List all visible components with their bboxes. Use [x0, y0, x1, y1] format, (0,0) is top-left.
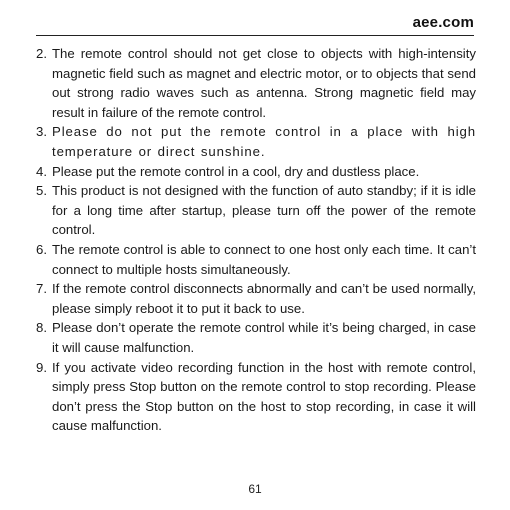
list-item [36, 122, 476, 161]
item-number: 9. [36, 359, 47, 375]
list-item [36, 181, 476, 240]
item-text: Please do not put the remote control in a place with high temperature or direct sunshine. [52, 124, 476, 159]
list-item [36, 279, 476, 318]
item-number: 3. [36, 124, 47, 140]
page-header [36, 14, 474, 38]
item-text: This product is not designed with the function of auto standby; if it is idle for a long time after startup, please turn off the power of the remote control. [52, 183, 476, 238]
item-number: 4. [36, 163, 47, 179]
item-text: Please don’t operate the remote control while it’s being charged, in case it will cause malfunction. [52, 320, 476, 355]
instruction-list [36, 44, 476, 436]
brand-logo-text: aee.com [412, 14, 474, 31]
list-item [36, 44, 476, 122]
item-number: 6. [36, 241, 47, 257]
list-item [36, 240, 476, 279]
item-number: 7. [36, 281, 47, 297]
list-item [36, 162, 476, 182]
item-text: The remote control should not get close to objects with high-intensity magnetic field such as magnet and electric motor, or to objects that send out strong radio waves such as antenna. Strong magnetic field may result in failure of the remote control. [52, 46, 476, 120]
item-text: Please put the remote control in a cool, dry and dustless place. [52, 163, 420, 179]
item-text: If the remote control disconnects abnormally and can’t be used normally, please simply reboot it to put it back to use. [52, 281, 476, 316]
item-number: 2. [36, 46, 47, 61]
list-item [36, 318, 476, 357]
list-item [36, 358, 476, 436]
header-divider [36, 35, 474, 36]
item-text: The remote control is able to connect to one host only each time. It can’t connect to multiple hosts simultaneously. [52, 241, 476, 277]
item-number: 5. [36, 183, 47, 199]
item-number: 8. [36, 320, 47, 336]
item-text: If you activate video recording function in the host with remote control, simply press Stop button on the remote control to stop recording. Please don’t press the Stop button on the host to stop recording, in case it will cause malfunction. [52, 359, 476, 434]
page-number: 61 [248, 482, 262, 496]
